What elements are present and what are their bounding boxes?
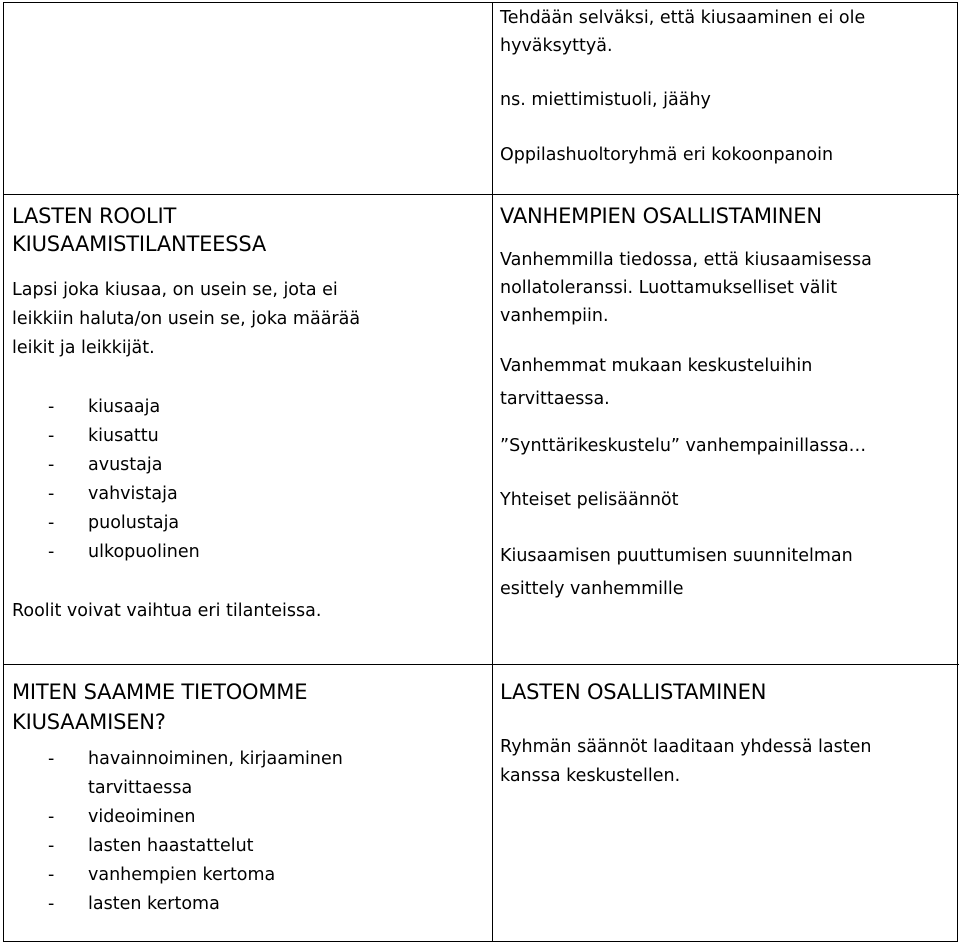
- intro-line-1: Lapsi joka kiusaa, on usein se, jota ei: [12, 280, 338, 300]
- role-item: - ulkopuolinen: [48, 542, 200, 562]
- measure-line-3: ns. miettimistuoli, jäähy: [500, 90, 711, 110]
- miten-heading-line-1: MITEN SAAMME TIETOOMME: [12, 680, 308, 704]
- vanhempien-p2-line-1: Vanhemmat mukaan keskusteluihin: [500, 356, 813, 376]
- role-item: - kiusaaja: [48, 397, 161, 417]
- method-item: - havainnoiminen, kirjaaminen: [48, 749, 343, 769]
- lasten-osallistaminen-heading: LASTEN OSALLISTAMINEN: [500, 680, 767, 704]
- vanhempien-p1-line-3: vanhempiin.: [500, 306, 609, 326]
- lasten-roolit-heading-line-2: KIUSAAMISTILANTEESSA: [12, 232, 267, 256]
- vanhempien-p1-line-2: nollatoleranssi. Luottamukselliset välit: [500, 278, 838, 298]
- method-item: - lasten kertoma: [48, 894, 220, 914]
- row-divider-1: [4, 194, 959, 195]
- intro-line-3: leikit ja leikkijät.: [12, 338, 155, 358]
- vanhempien-p4: Yhteiset pelisäännöt: [500, 490, 679, 510]
- lasten-osallistaminen-line-2: kanssa keskustellen.: [500, 766, 681, 786]
- role-item: - puolustaja: [48, 513, 180, 533]
- intro-line-2: leikkiin haluta/on usein se, joka määrää: [12, 309, 361, 329]
- role-item: - avustaja: [48, 455, 163, 475]
- vanhempien-p2-line-2: tarvittaessa.: [500, 389, 610, 409]
- method-item: - lasten haastattelut: [48, 836, 254, 856]
- method-item: - videoiminen: [48, 807, 196, 827]
- lasten-roolit-heading-line-1: LASTEN ROOLIT: [12, 204, 177, 228]
- vanhempien-cell: [500, 202, 872, 606]
- row-divider-2: [4, 664, 959, 665]
- measure-line-2: hyväksyttyä.: [500, 36, 613, 56]
- vanhempien-p5-line-2: esittely vanhemmille: [500, 579, 684, 599]
- roles-outro: Roolit voivat vaihtua eri tilanteissa.: [12, 601, 322, 621]
- role-item: - vahvistaja: [48, 484, 178, 504]
- vanhempien-p1-line-1: Vanhemmilla tiedossa, että kiusaamisessa: [500, 250, 872, 270]
- lasten-osallistaminen-line-1: Ryhmän säännöt laaditaan yhdessä lasten: [500, 737, 872, 757]
- roles-list: [12, 393, 360, 567]
- top-right-cell: [500, 4, 865, 170]
- column-divider: [492, 3, 493, 941]
- measure-line-1: Tehdään selväksi, että kiusaaminen ei ole: [500, 8, 866, 28]
- vanhempien-p5-line-1: Kiusaamisen puuttumisen suunnitelman: [500, 546, 853, 566]
- vanhempien-p3: ”Synttärikeskustelu” vanhempainillassa…: [500, 436, 867, 456]
- method-item: - vanhempien kertoma: [48, 865, 276, 885]
- method-item-continuation: tarvittaessa: [88, 778, 193, 798]
- lasten-roolit-cell: [12, 202, 360, 626]
- role-item: - kiusattu: [48, 426, 159, 446]
- lasten-osallistaminen-cell: [500, 677, 871, 791]
- measure-line-4: Oppilashuoltoryhmä eri kokoonpanoin: [500, 145, 834, 165]
- miten-cell: [12, 677, 343, 919]
- miten-heading-line-2: KIUSAAMISEN?: [12, 710, 166, 734]
- vanhempien-heading: VANHEMPIEN OSALLISTAMINEN: [500, 204, 822, 228]
- methods-list: [12, 745, 343, 919]
